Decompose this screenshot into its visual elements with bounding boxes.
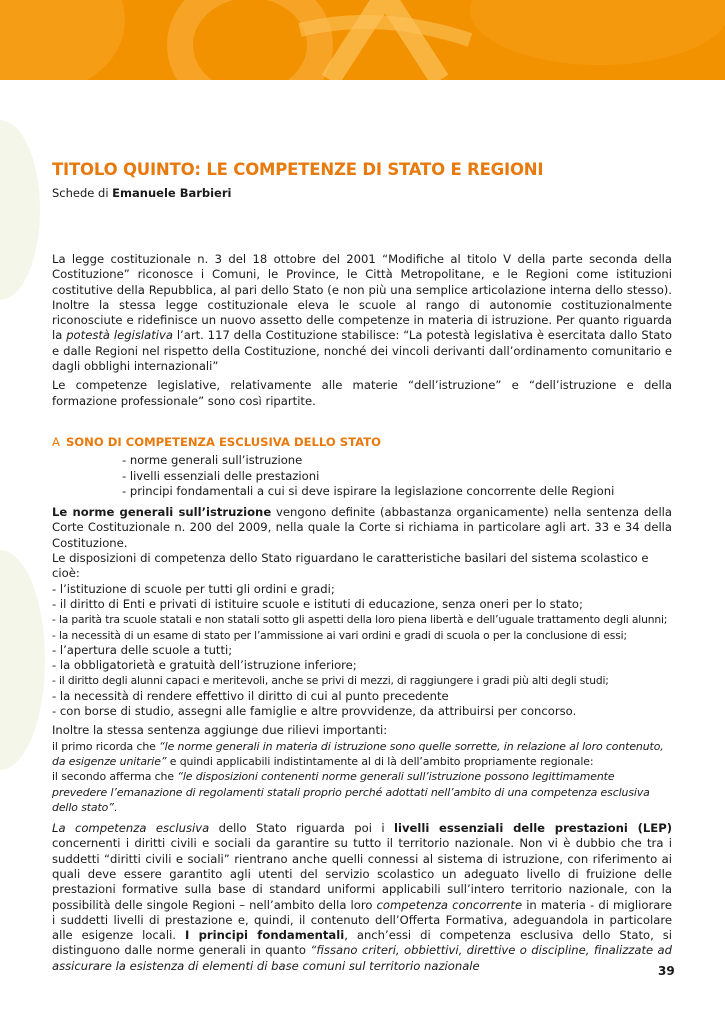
list-item: - la necessità di un esame di stato per l’ammissione ai vari ordini e gradi di scuola o per la conclusione di essi; [52,628,627,642]
byline-prefix: Schede di [52,186,109,200]
list-item: - norme generali sull’istruzione [122,453,303,468]
rilievo-primo-prefix: il primo ricorda che [52,739,156,753]
lep-bold-1: livelli essenziali delle prestazioni (LEP) [394,821,673,836]
norme-list [52,582,672,720]
list-item: - la necessità di rendere effettivo il diritto di cui al punto precedente [52,688,449,703]
list-item: - con borse di studio, assegni alle famiglie e altre provvidenze, da attribuirsi per concorso. [52,704,577,719]
lep-text-2: concernenti i diritti civili e sociali da garantire su tutto il territorio nazionale. Non vi è dubbio che tra i suddetti “diritti civili e sociali” rientrano anche quelli connessi al sistema di istruzione, con riferimento ai quali deve essere garantito agli utenti del servizio scolastico un adeguato livello di fruizione delle prestazioni formative sulla base di standard uniformi applicabili sull’intero territorio nazionale, con la possibilità delle singole Regioni – nell’ambito della loro [52,836,672,912]
lep-text-1: dello Stato riguarda poi i [218,821,385,836]
rilievo-secondo [52,769,672,815]
side-decoration [0,80,60,780]
section-a-heading [52,435,672,450]
rilievo-secondo-suffix: . [113,800,118,814]
list-item: - livelli essenziali delle prestazioni [122,468,320,483]
rilievo-primo-suffix: e quindi applicabili indistintamente al di là dell’ambito propriamente regionale: [169,754,594,768]
rilievo-secondo-prefix: il secondo afferma che [52,770,174,784]
lep-italic-start: La competenza esclusiva [52,821,210,836]
intro-paragraph [52,252,672,374]
norme-lead: Le norme generali sull’istruzione [52,505,272,520]
page-number: 39 [658,964,675,978]
list-item: - il diritto degli alunni capaci e meritevoli, anche se privi di mezzi, di raggiungere i gradi più alti degli studi; [52,674,609,688]
header-decoration [0,0,725,80]
list-item: - la parità tra scuole statali e non statali sotto gli aspetti della loro piena libertà e dell’uguale trattamento degli alunni; [52,613,668,627]
rilievo-primo [52,739,672,770]
list-item: - il diritto di Enti e privati di istituire scuole e istituti di educazione, senza oneri per lo stato; [52,596,583,611]
rilievi-intro: Inoltre la stessa sentenza aggiunge due rilievi importanti: [52,723,388,738]
list-item: - l’apertura delle scuole a tutti; [52,642,233,657]
intro-italic: potestà legislativa [66,328,173,343]
header-band [0,0,725,80]
intro-text-b: l’art. 117 della Costituzione stabilisce: “La potestà legislativa è esercitata dallo Stato e dalle Regioni nel rispetto della Costituzione, nonché dei vincoli derivanti dall’ordinamento comunitario e dagli obblighi internazionali” [52,328,673,374]
section-a-list [122,453,672,499]
lep-text-4: , anch’essi di competenza esclusiva dello Stato, si distinguono dalle norme generali in quanto [52,928,672,958]
lep-italic-3: “fissano criteri, obbiettivi, direttive o discipline, finalizzate ad assicurare la esistenza di elementi di base comuni sul territorio nazionale [52,943,673,973]
norme-intro-line: Le disposizioni di competenza dello Stato riguardano le caratteristiche basilari del sistema scolastico e cioè: [52,551,649,581]
lep-italic-2: competenza concorrente [376,897,523,912]
section-a-letter: A [52,434,60,449]
intro-text-a: La legge costituzionale n. 3 del 18 ottobre del 2001 “Modifiche al titolo V della parte seconda della Costituzione” riconosce i Comuni, le Province, le Città Metropolitane, e le Regioni come istituzioni costitutive della Repubblica, al pari dello Stato (e non più una semplice articolazione interna dello stesso). Inoltre la stessa legge costituzionale eleva le scuole al rango di autonomie costituzionalmente riconosciute e ridefinisce un nuovo assetto delle competenze in materia di istruzione. Per quanto riguarda la [52,252,672,343]
article-body [52,252,672,974]
norme-lead-text: vengono definite (abbastanza organicamente) nella sentenza della Corte Costituzionale n. 200 del 2009, nella quale la Corte si richiama in particolare agli art. 33 e 34 della Costituzione. [52,505,672,550]
norme-paragraph [52,505,672,551]
byline [52,186,231,200]
list-item: - la obbligatorietà e gratuità dell’istruzione inferiore; [52,658,357,673]
page-title: TITOLO QUINTO: LE COMPETENZE DI STATO E REGIONI [52,160,544,179]
list-item: - l’istituzione di scuole per tutti gli ordini e gradi; [52,581,335,596]
list-item: - principi fondamentali a cui si deve ispirare la legislazione concorrente delle Regioni [122,483,615,498]
byline-author: Emanuele Barbieri [112,186,232,200]
rilievo-secondo-quote: “le disposizioni contenenti norme generali sull’istruzione possono legittimamente prevedere l’emanazione di regolamenti statali proprio perché adottati nell’ambito di una competenza esclusiva dello stato” [52,770,650,814]
section-a-title: SONO DI COMPETENZA ESCLUSIVA DELLO STATO [65,434,381,449]
lep-text-3: in materia - di migliorare i suddetti livelli di prestazione e, quindi, il contenuto dell’Offerta Formativa, adeguandola in particolare alle esigenze locali. [52,897,672,943]
intro-paragraph-2: Le competenze legislative, relativamente alle materie “dell’istruzione” e “dell’istruzione e della formazione professionale” sono così ripartite. [52,378,672,408]
lep-bold-2: I principi fondamentali [184,928,345,943]
lep-paragraph [52,821,672,974]
rilievo-primo-quote: “le norme generali in materia di istruzione sono quelle sorrette, in relazione al loro contenuto, da esigenze unitarie” [52,739,664,768]
